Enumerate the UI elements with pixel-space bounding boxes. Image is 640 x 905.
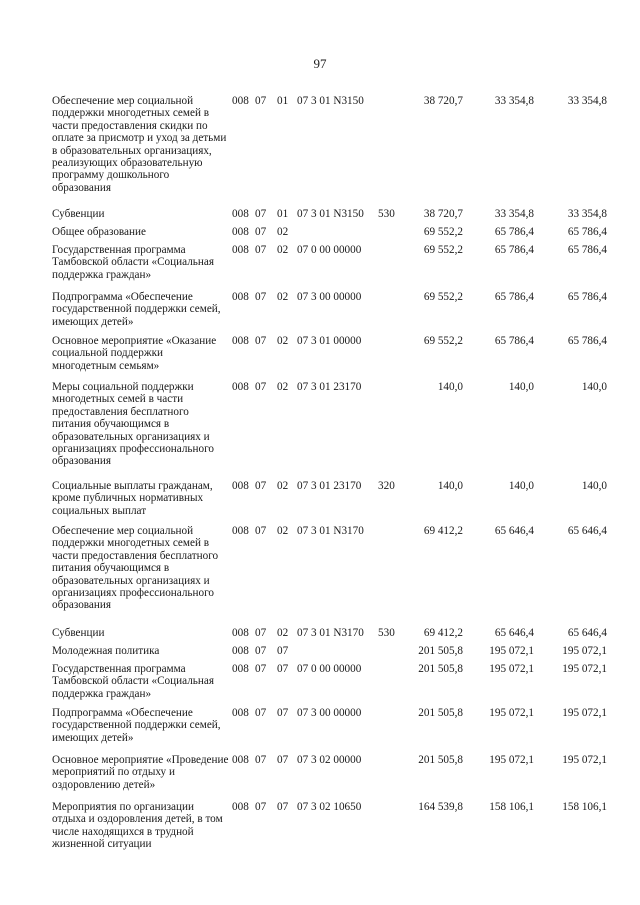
row-podrazdel: 02: [277, 627, 289, 639]
row-value-2: 65 786,4: [494, 291, 534, 303]
row-podrazdel: 02: [277, 226, 289, 238]
row-grbs: 008: [232, 226, 249, 238]
row-grbs: 008: [232, 95, 249, 107]
row-csr: 07 3 01 N3150: [297, 95, 364, 107]
row-podrazdel: 02: [277, 335, 289, 347]
row-podrazdel: 02: [277, 291, 289, 303]
row-razdel: 07: [255, 95, 267, 107]
row-name: Субвенции: [52, 208, 105, 220]
row-razdel: 07: [255, 480, 267, 492]
row-value-3: 195 072,1: [562, 707, 607, 719]
row-value-3: 33 354,8: [567, 208, 607, 220]
row-value-2: 65 786,4: [494, 335, 534, 347]
row-name: Субвенции: [52, 627, 105, 639]
row-value-3: 140,0: [581, 480, 607, 492]
row-csr: 07 3 01 N3170: [297, 525, 364, 537]
row-name: Основное мероприятие «Оказание социальной поддержки многодетным семьям»: [52, 335, 217, 372]
row-vr: 530: [378, 208, 395, 220]
row-csr: 07 0 00 00000: [297, 244, 362, 256]
row-csr: 07 3 01 N3150: [297, 208, 364, 220]
row-grbs: 008: [232, 335, 249, 347]
row-value-1: 201 505,8: [418, 707, 463, 719]
row-value-3: 65 786,4: [567, 244, 607, 256]
row-value-1: 201 505,8: [418, 663, 463, 675]
row-value-3: 195 072,1: [562, 663, 607, 675]
row-podrazdel: 01: [277, 95, 289, 107]
row-razdel: 07: [255, 208, 267, 220]
row-value-3: 158 106,1: [562, 801, 607, 813]
row-razdel: 07: [255, 801, 267, 813]
row-grbs: 008: [232, 291, 249, 303]
row-podrazdel: 07: [277, 707, 289, 719]
row-podrazdel: 07: [277, 754, 289, 766]
row-value-3: 65 786,4: [567, 226, 607, 238]
row-name: Государственная программа Тамбовской области «Социальная поддержка граждан»: [52, 244, 214, 281]
row-razdel: 07: [255, 291, 267, 303]
row-value-1: 38 720,7: [423, 95, 463, 107]
row-value-1: 38 720,7: [423, 208, 463, 220]
row-razdel: 07: [255, 707, 267, 719]
row-value-3: 33 354,8: [567, 95, 607, 107]
row-csr: 07 3 02 10650: [297, 801, 362, 813]
row-value-1: 201 505,8: [418, 645, 463, 657]
row-value-2: 195 072,1: [489, 754, 534, 766]
page-number: 97: [313, 56, 327, 71]
row-value-1: 69 552,2: [423, 335, 463, 347]
row-value-1: 69 552,2: [423, 291, 463, 303]
row-podrazdel: 01: [277, 208, 289, 220]
row-grbs: 008: [232, 707, 249, 719]
row-value-3: 195 072,1: [562, 645, 607, 657]
row-podrazdel: 07: [277, 801, 289, 813]
row-value-2: 195 072,1: [489, 663, 534, 675]
row-value-1: 69 552,2: [423, 244, 463, 256]
row-name: Меры социальной поддержки многодетных семей в части предоставления бесплатного питания обучающимся в образовательных организациях и организациях профессионального образования: [52, 381, 215, 468]
row-csr: 07 3 01 23170: [297, 480, 362, 492]
row-value-3: 65 646,4: [567, 525, 607, 537]
row-csr: 07 3 00 00000: [297, 707, 362, 719]
row-razdel: 07: [255, 627, 267, 639]
row-grbs: 008: [232, 645, 249, 657]
row-grbs: 008: [232, 663, 249, 675]
row-csr: 07 3 01 00000: [297, 335, 362, 347]
row-vr: 320: [378, 480, 395, 492]
row-value-2: 33 354,8: [494, 208, 534, 220]
row-value-1: 69 412,2: [423, 525, 463, 537]
row-podrazdel: 02: [277, 525, 289, 537]
row-csr: 07 0 00 00000: [297, 663, 362, 675]
row-value-2: 65 646,4: [494, 627, 534, 639]
row-value-1: 140,0: [437, 381, 463, 393]
row-razdel: 07: [255, 645, 267, 657]
row-value-2: 195 072,1: [489, 707, 534, 719]
row-podrazdel: 02: [277, 381, 289, 393]
row-csr: 07 3 02 00000: [297, 754, 362, 766]
row-value-2: 65 786,4: [494, 226, 534, 238]
row-razdel: 07: [255, 244, 267, 256]
row-name: Мероприятия по организации отдыха и оздоровления детей, в том числе находящихся в трудной жизненной ситуации: [52, 801, 223, 851]
row-name: Подпрограмма «Обеспечение государственной поддержки семей, имеющих детей»: [52, 707, 221, 744]
row-value-1: 164 539,8: [418, 801, 463, 813]
row-name: Общее образование: [52, 226, 146, 238]
row-grbs: 008: [232, 208, 249, 220]
row-vr: 530: [378, 627, 395, 639]
row-razdel: 07: [255, 335, 267, 347]
row-value-3: 65 786,4: [567, 291, 607, 303]
row-value-1: 201 505,8: [418, 754, 463, 766]
row-value-2: 65 786,4: [494, 244, 534, 256]
row-grbs: 008: [232, 244, 249, 256]
row-value-3: 195 072,1: [562, 754, 607, 766]
row-csr: 07 3 01 23170: [297, 381, 362, 393]
row-value-3: 65 786,4: [567, 335, 607, 347]
row-name: Основное мероприятие «Проведение мероприятий по отдыху и оздоровлению детей»: [52, 754, 229, 791]
row-grbs: 008: [232, 801, 249, 813]
row-value-1: 69 552,2: [423, 226, 463, 238]
row-name: Государственная программа Тамбовской области «Социальная поддержка граждан»: [52, 663, 214, 700]
row-name: Обеспечение мер социальной поддержки многодетных семей в части предоставления бесплатного питания обучающимся в образовательных организациях и организациях профессионального образования: [52, 525, 219, 612]
row-grbs: 008: [232, 525, 249, 537]
row-grbs: 008: [232, 754, 249, 766]
row-razdel: 07: [255, 226, 267, 238]
row-value-2: 140,0: [508, 480, 534, 492]
row-podrazdel: 07: [277, 645, 289, 657]
row-grbs: 008: [232, 480, 249, 492]
row-value-1: 140,0: [437, 480, 463, 492]
row-value-3: 65 646,4: [567, 627, 607, 639]
row-value-3: 140,0: [581, 381, 607, 393]
row-csr: 07 3 00 00000: [297, 291, 362, 303]
row-razdel: 07: [255, 754, 267, 766]
row-name: Подпрограмма «Обеспечение государственной поддержки семей, имеющих детей»: [52, 291, 221, 328]
row-podrazdel: 02: [277, 244, 289, 256]
row-value-2: 158 106,1: [489, 801, 534, 813]
row-grbs: 008: [232, 381, 249, 393]
row-value-2: 33 354,8: [494, 95, 534, 107]
row-grbs: 008: [232, 627, 249, 639]
row-name: Обеспечение мер социальной поддержки многодетных семей в части предоставления скидки по оплате за присмотр и уход за детьми в образовательных организациях, реализующих образовательную программу дошкольного образования: [52, 95, 227, 194]
row-razdel: 07: [255, 663, 267, 675]
row-name: Молодежная политика: [52, 645, 160, 657]
row-podrazdel: 07: [277, 663, 289, 675]
row-podrazdel: 02: [277, 480, 289, 492]
row-csr: 07 3 01 N3170: [297, 627, 364, 639]
row-value-2: 195 072,1: [489, 645, 534, 657]
row-value-2: 140,0: [508, 381, 534, 393]
row-razdel: 07: [255, 525, 267, 537]
row-razdel: 07: [255, 381, 267, 393]
row-value-2: 65 646,4: [494, 525, 534, 537]
row-name: Социальные выплаты гражданам, кроме публичных нормативных социальных выплат: [52, 480, 213, 517]
row-value-1: 69 412,2: [423, 627, 463, 639]
